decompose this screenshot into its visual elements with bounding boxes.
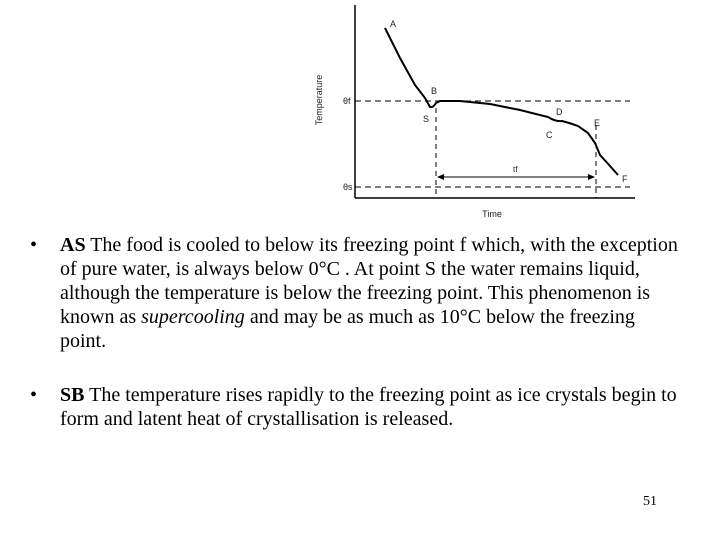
point-a-label: A (390, 19, 397, 29)
theta-s-label: θs (343, 182, 353, 192)
point-c-label: C (546, 130, 553, 140)
bullet-body: The food is cooled to below its freezing point f which, with the exception of pure water, is always below 0°C . At point S the water remains liquid, although the temperature is below the freezing point. This phenomenon is known as (60, 234, 678, 328)
tf-label: tf (513, 165, 518, 174)
bullet-tail: and may be as much as 10°C below the freezing point. (60, 306, 635, 352)
bullet-marker: • (30, 234, 38, 256)
tf-arrow-head-left (437, 174, 444, 180)
bullet-term: SB (60, 384, 85, 406)
bullet-term: AS (60, 234, 86, 256)
emphasis-supercooling: supercooling (141, 306, 245, 328)
bullet-as (30, 233, 680, 353)
point-s-label: S (423, 114, 430, 124)
tf-arrow-head-right (588, 174, 595, 180)
theta-f-label: θf (343, 96, 351, 106)
freezing-curve-diagram (300, 0, 640, 225)
page-number: 51 (643, 494, 657, 509)
bullet-marker: • (30, 384, 38, 406)
x-axis-label: Time (482, 209, 502, 219)
bullet-text (60, 383, 680, 431)
bullet-body: The temperature rises rapidly to the freezing point as ice crystals begin to form and latent heat of crystallisation is released. (60, 384, 677, 430)
bullet-sb (30, 383, 680, 431)
y-axis-label: Temperature (314, 74, 324, 126)
point-d-label: D (556, 107, 563, 117)
point-e-label: E (594, 118, 601, 128)
point-b-label: B (431, 86, 438, 96)
bullet-text (60, 233, 680, 353)
point-f-label: F (622, 174, 628, 184)
